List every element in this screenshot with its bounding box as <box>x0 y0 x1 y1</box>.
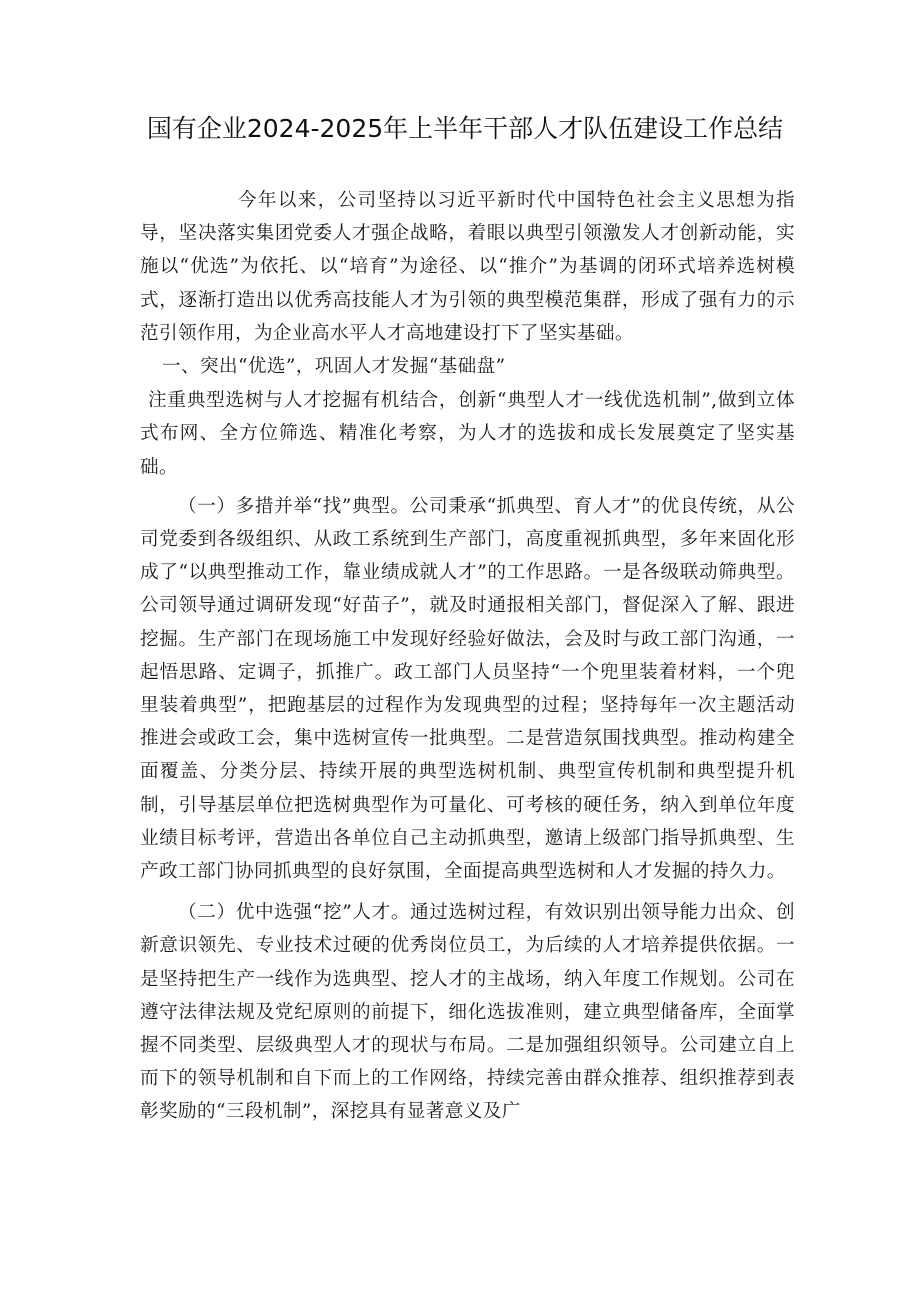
document-body <box>140 184 795 1129</box>
intro-paragraph: 今年以来，公司坚持以习近平新时代中国特色社会主义思想为指导，坚决落实集团党委人才强企战略，着眼以典型引领激发人才创新动能，实施以“优选”为依托、以“培育”为途径、以“推介”为基调的闭环式培养选树模式，逐渐打造出以优秀高技能人才为引领的典型模范集群，形成了强有力的示范引领作用，为企业高水平人才高地建设打下了坚实基础。 <box>140 190 795 344</box>
subsection-2-paragraph: （二）优中选强“挖”人才。通过选树过程，有效识别出领导能力出众、创新意识领先、专业技术过硬的优秀岗位员工，为后续的人才培养提供依据。一是坚持把生产一线作为选典型、挖人才的主战场，纳入年度工作规划。公司在遵守法律法规及党纪原则的前提下，细化选拔准则，建立典型储备库，全面掌握不同类型、层级典型人才的现状与布局。二是加强组织领导。公司建立自上而下的领导机制和自下而上的工作网络，持续完善由群众推荐、组织推荐到表彰奖励的“三段机制”，深挖具有显著意义及广 <box>140 902 795 1123</box>
section-1-lead-paragraph: 注重典型选树与人才挖掘有机结合，创新“典型人才一线优选机制”,做到立体式布网、全方位筛选、精准化考察，为人才的选拔和成长发展奠定了坚实基础。 <box>140 390 795 478</box>
subsection-1-paragraph: （一）多措并举“找”典型。公司秉承“抓典型、育人才”的优良传统，从公司党委到各级组织、从政工系统到生产部门，高度重视抓典型，多年来固化形成了“以典型推动工作，靠业绩成就人才”的工作思路。一是各级联动筛典型。公司领导通过调研发现“好苗子”，就及时通报相关部门，督促深入了解、跟进挖掘。生产部门在现场施工中发现好经验好做法，会及时与政工部门沟通，一起悟思路、定调子，抓推广。政工部门人员坚持“一个兜里装着材料，一个兜里装着典型”，把跑基层的过程作为发现典型的过程；坚持每年一次主题活动推进会或政工会，集中选树宣传一批典型。二是营造氛围找典型。推动构建全面覆盖、分类分层、持续开展的典型选树机制、典型宣传机制和典型提升机制，引导基层单位把选树典型作为可量化、可考核的硬任务，纳入到单位年度业绩目标考评，营造出各单位自己主动抓典型，邀请上级部门指导抓典型、生产政工部门协同抓典型的良好氛围，全面提高典型选树和人才发掘的持久力。 <box>140 495 795 883</box>
document-title: 国有企业2024-2025年上半年干部人才队伍建设工作总结 <box>146 114 784 143</box>
section-heading-1: 一、突出“优选”，巩固人才发掘“基础盘” <box>162 356 506 378</box>
